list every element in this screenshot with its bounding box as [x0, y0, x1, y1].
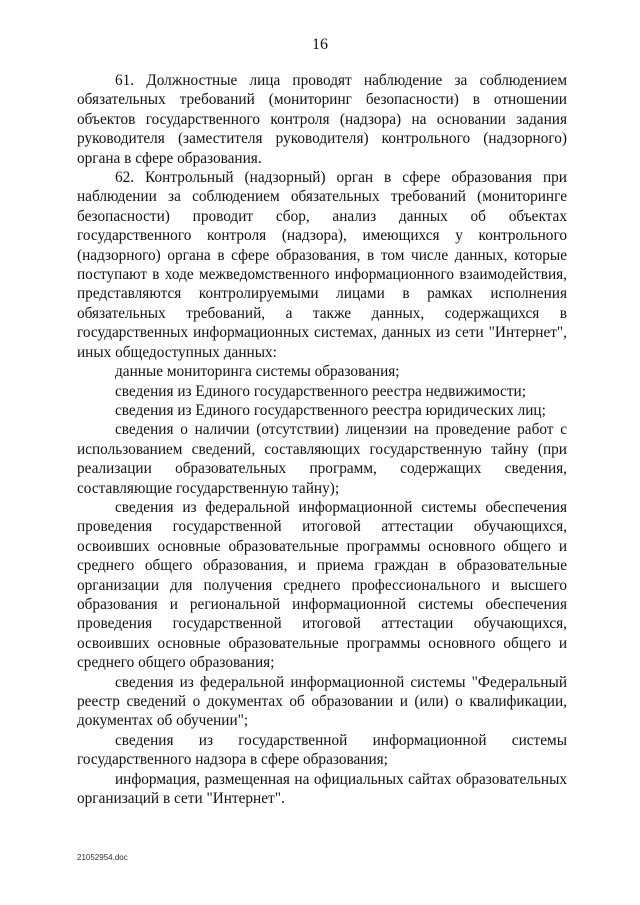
list-item-exam-attestation-system: сведения из федеральной информационной системы обеспечения проведения государственной итоговой аттестации обучающихся, освоивших основные образовательные программы основного общего и среднего общего образования, и приема граждан в образовательные организации для получения среднего профессионального и высшего образования и региональной информационной системы обеспечения проведения государственной итоговой аттестации обучающихся, освоивших основные образовательные программы основного общего и среднего общего образования;: [77, 498, 567, 672]
list-item-supervision-system: сведения из государственной информационной системы государственного надзора в сфере образования;: [77, 731, 567, 769]
list-item-official-websites: информация, размещенная на официальных сайтах образовательных организаций в сети "Интернет".: [77, 770, 567, 808]
list-item-monitoring-data: данные мониторинга системы образования;: [115, 363, 400, 381]
paragraph-62: 62. Контрольный (надзорный) орган в сфере образования при наблюдении за соблюдением обязательных требований (мониторинге безопасности) проводит сбор, анализ данных об объектах государственного контроля (надзора), имеющихся у контрольного (надзорного) органа в сфере образования, в том числе данных, которые поступают в ходе межведомственного информационного взаимодействия, представляются контролируемыми лицами в рамках исполнения обязательных требований, а также данных, содержащихся в государственных информационных системах, данных из сети "Интернет", иных общедоступных данных:: [77, 169, 567, 361]
document-body: [77, 71, 567, 808]
page-number: 16: [312, 36, 328, 53]
list-item-license-info: сведения о наличии (отсутствии) лицензии на проведение работ с использованием сведений, составляющих государственную тайну (при реализации образовательных программ, содержащих сведения, составляющие государственную тайну);: [77, 421, 567, 497]
list-item-real-estate-registry: сведения из Единого государственного реестра недвижимости;: [115, 382, 526, 400]
document-filename: 21052954.doc: [77, 853, 128, 862]
list-item-legal-entities-registry: сведения из Единого государственного реестра юридических лиц;: [115, 401, 546, 419]
paragraph-61: 61. Должностные лица проводят наблюдение за соблюдением обязательных требований (мониторинг безопасности) в отношении объектов государственного контроля (надзора) на основании задания руководителя (заместителя руководителя) контрольного (надзорного) органа в сфере образования.: [77, 72, 567, 167]
list-item-education-documents-registry: сведения из федеральной информационной системы "Федеральный реестр сведений о документах об образовании и (или) о квалификации, документах об обучении";: [77, 673, 567, 730]
